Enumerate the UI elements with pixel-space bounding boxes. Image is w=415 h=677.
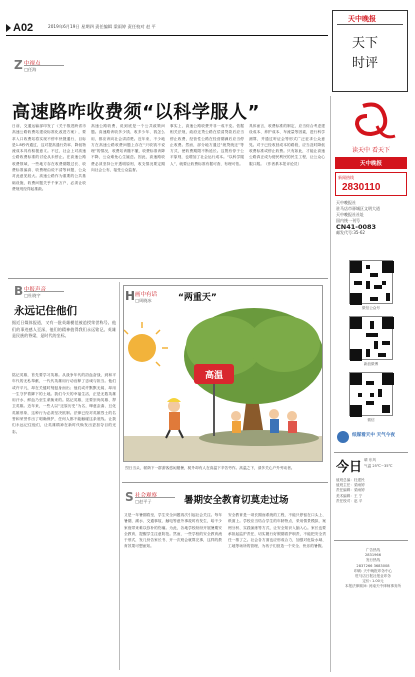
distribution-label: 发行热线 xyxy=(365,558,381,563)
article1-col3: 事实上，高速公路收费并非一成不变。依据相关法规，政府还贷公路在偿清贷款后应当停止收费，经营性公路在经营期满后应当停止收费。然而，部分地方通过“统贷统还”等方式，使收费期限不断延长。这既有悖于公平原则，也增加了社会运行成本。“以科学服人”，就要让收费标准有据可查、有理可依。 xyxy=(170,124,244,166)
column-letter-s: S xyxy=(125,490,134,504)
column-underline xyxy=(135,497,175,498)
staff-line: 责任编辑：梁雨婷 xyxy=(336,488,365,493)
cartoon-illustration xyxy=(124,286,323,462)
column-name: 社会观察 xyxy=(135,493,158,499)
tagline-banner: 天中晚报 xyxy=(335,157,407,169)
cartoon-frame xyxy=(123,285,323,462)
wechat-qr-code-2 xyxy=(349,372,393,416)
worker-icon xyxy=(166,398,183,438)
column-letter-h: H xyxy=(125,289,136,303)
high-temp-sign-label: 高温 xyxy=(204,371,224,381)
staff-line: 责任校对：赵 平 xyxy=(336,498,363,503)
hotline-label: 新闻热线 xyxy=(338,175,354,180)
ad-hotline-label: 广告热线 xyxy=(365,548,381,552)
article1-col1: 日前，交通运输部印发了《关于推进跨省市高速公路收费站建设标准化改进方案》，要求入口收费站将实现不停车快捷通行，目标是1.8秒内通过，这对提高通行效率、降低物流成本具有积极意义。不过，社会上对高速公路收费标准的讨论从未停止。在高速公路收费领域，一些地方存在收费期限过长、收费标准偏高、收费理由说不清等问题，公众对此意见较大。高速公路作为重要的公共基础设施，收费问题关乎千家万户，必须让收费规则经得起推敲。 xyxy=(12,124,86,191)
publisher-info xyxy=(336,200,410,236)
today-label: 今日 xyxy=(336,460,363,475)
temperature: 气温 25℃~35℃ xyxy=(364,464,393,468)
article1-col4: 具体而言，收费标准的制定，应当综合考虑建设成本、养护成本、车流量等因素，进行科学测算，并通过听证会等形式广泛征求公众意见。对于已经收回成本的路段，应当及时降低收费标准或停止收费。只有如此，才能让高速公路真正成为便民利民的民生工程，让公众心服口服。（作者系本报评论员） xyxy=(249,124,325,166)
article4-col2: 安全教育是一项长期而系统的工程，不能只停留在口头上、纸面上。学校应当结合学生的年龄特点，采用情景模拟、案例分析、实践演练等方式，让安全知识入脑入心。家长也要承担起监护责任，切实履行好假期看护职责，不能把安全责任一推了之。社会各方面也应形成合力，加强对危险水域、工地等场所的管理，为孩子们营造一个安全、快乐的暑假。 xyxy=(228,513,326,549)
column-divider xyxy=(119,282,120,670)
printer: 印刷: 天中晚报印务中心 xyxy=(353,568,393,573)
publisher-name: 天中晚报社 xyxy=(336,200,356,205)
article2-intro: 据近日媒体报道，又有一批英雄模范被追授荣誉称号。他们的事迹感人至深，他们的精神值得我们永远铭记。英雄是民族的脊梁，是时代的坐标。 xyxy=(12,320,116,339)
right-ad-block xyxy=(333,100,409,196)
column-letter-b: B xyxy=(14,284,24,298)
subhead-summer-safety: 暑期安全教育切莫走过场 xyxy=(184,495,289,506)
price: 定价: 1.00元 xyxy=(362,579,384,584)
article2-body: 铭记英雄，首先要学习英雄。从战争年代的浴血奋战，到和平年代的无私奉献，一代代英雄用行动诠释了忠诚与担当。他们或许平凡，却在关键时刻挺身而出；他们或许默默无闻，却用一生守护着脚下的土地。我们今天的幸福生活，正是无数英雄用汗水、鲜血乃至生命换来的。铭记英雄，还要崇尚英雄、捍卫英雄。近年来，一些人以“还原历史”为名，肆意歪曲、丑化英雄形象，这种行为必须坚决抵制。法律已经对英雄烈士的名誉和荣誉作出了明确保护，任何人都不能触碰这条底线。让我们永远记住他们，让英雄精神在新时代焕发出更加夺目的光彩。 xyxy=(12,373,116,434)
article4-col1: 又是一年暑期将至，学生安全问题再次引起社会关注。每年暑期，溺水、交通事故、触电等意外事故时有发生，给不少家庭带来难以弥补的伤痛。为此，各地学校纷纷开展暑期安全教育，提醒学生注意防范。然而，一些学校的安全教育流于形式，发几份告家长书、开一次班会就算完事，这样的教育效果可想而知。 xyxy=(124,513,222,549)
footer-info xyxy=(336,548,410,590)
cartoon-title: “两重天” xyxy=(178,293,217,303)
article1-col2: 高速公路收费，说到底是一个公共政策问题。高速路该收多少钱、收多少年、钱怎么用，都应该向社会讲清楚。近年来，不少地方在高速公路收费问题上存在“只收钱不说理”的情况，收费站该撤不撤，收费标准该降不降，公众难免心生疑虑。因此，高速路收费必须坚持公开透明原则，收支情况要定期向社会公布，接受公众监督。 xyxy=(91,124,165,173)
qr-code-icon xyxy=(350,373,394,417)
header-meta: 2019年6月19日 星期四 责任编辑 梁雨婷 责任校对 赵 平 xyxy=(48,24,156,29)
staff-line: 值班总编：杜建民 xyxy=(336,478,365,482)
column-author: □周晓冰 xyxy=(135,298,152,303)
column-letter-z: Z xyxy=(14,58,23,72)
column-name: 中视点 xyxy=(24,61,41,67)
weather-label: 晴 东风 xyxy=(364,458,376,462)
section-title-line2: 时评 xyxy=(352,56,379,71)
hotline-number: 2830110 xyxy=(342,182,381,193)
weibo-qr-code xyxy=(349,316,393,360)
column-name: 画中有话 xyxy=(135,292,158,298)
right-divider xyxy=(334,540,408,541)
brand-swirl-icon xyxy=(333,100,409,144)
qr1-label: 微信公众号 xyxy=(362,306,380,310)
printer-2: 驻马店日报社报业印务 xyxy=(355,574,391,579)
brand-line: 读天中 看天下 xyxy=(352,147,390,154)
legal-advisor: 本报法律顾问: 河南天中律师事务所 xyxy=(344,584,402,589)
column-name: 中报声音 xyxy=(24,287,47,293)
subhead-remember: 永远记住他们 xyxy=(14,305,77,317)
qr-code-icon xyxy=(350,317,394,361)
address-line: 驻马店市驿城区文明大道 xyxy=(336,206,380,211)
column-author: □任海 xyxy=(24,67,37,72)
qr-code-icon xyxy=(350,261,394,305)
section-title-line1: 天下 xyxy=(352,36,379,51)
staff-line: 值班主任：梁雨婷 xyxy=(336,483,365,488)
cloud-icon xyxy=(336,430,350,444)
slogan-text: 纸媒看天中 天气今夜 xyxy=(352,433,395,438)
brand-separator xyxy=(337,24,403,25)
page-number: A02 xyxy=(6,22,33,34)
distribution-number: 2837266 3683008 xyxy=(356,563,390,568)
address-line: 天中晚报社社址 xyxy=(336,212,364,217)
postal-code: 邮发代号:35-62 xyxy=(336,230,365,235)
qr3-label: 微信 xyxy=(367,418,375,422)
headline: 高速路咋收费须“以科学服人” xyxy=(12,102,261,123)
cn-number: CN41-0083 xyxy=(336,223,377,231)
right-column-divider xyxy=(330,96,331,672)
address-line: 国内统一刊号 xyxy=(336,218,360,223)
brand-logo: 天中晚报 xyxy=(348,15,376,23)
staff-line: 美术编辑：王 宁 xyxy=(336,493,363,498)
ad-hotline-number: 2831966 xyxy=(364,553,381,558)
hotline-box xyxy=(335,172,407,196)
section-divider xyxy=(8,278,328,279)
right-divider xyxy=(334,452,408,453)
column-author: □赵平子 xyxy=(135,499,152,504)
resting-people-icon xyxy=(231,409,297,433)
section-divider xyxy=(122,482,328,483)
column-author: □杜晓宇 xyxy=(24,293,41,298)
cartoon-caption: 烈日当头，树荫下一群游客悠闲避暑，树外却有人在高温下辛苦劳作。高温之下，请多关心户外劳动者。 xyxy=(125,466,295,470)
qr2-label: 新浪微博 xyxy=(363,362,379,366)
column-underline xyxy=(24,65,64,66)
slogan-block xyxy=(334,428,408,448)
sun-icon xyxy=(128,334,156,362)
staff-list xyxy=(336,478,410,504)
header-rule xyxy=(6,35,328,36)
wechat-qr-code xyxy=(349,260,393,304)
column-underline xyxy=(24,291,64,292)
